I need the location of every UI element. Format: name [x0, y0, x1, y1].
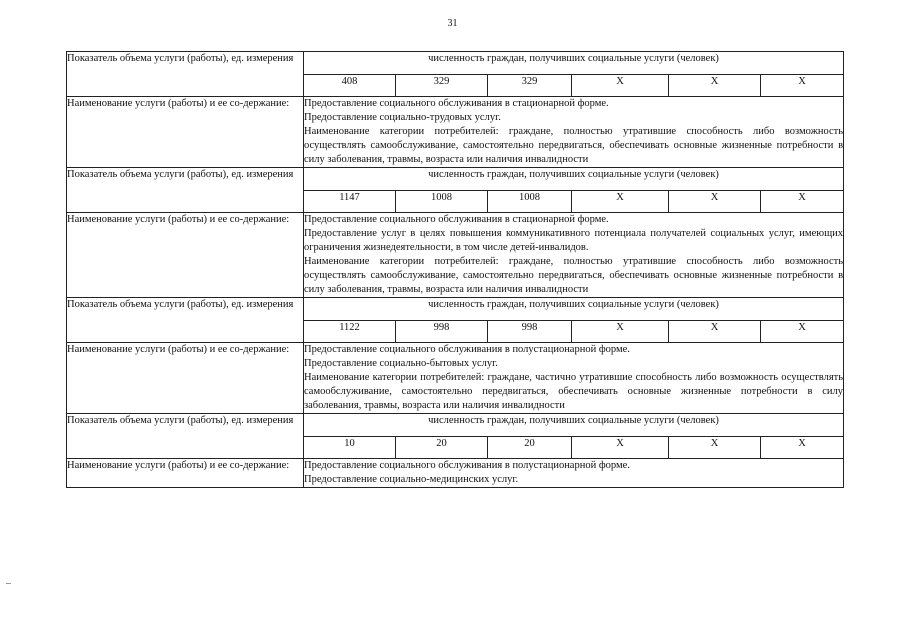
volume-value-cell: Х	[761, 75, 844, 97]
volume-value-cell: Х	[669, 321, 761, 343]
service-description-row	[67, 343, 844, 414]
service-description	[304, 97, 844, 168]
volume-unit-header: численность граждан, получивших социальные услуги (человек)	[304, 52, 844, 75]
service-name-label: Наименование услуги (работы) и ее со-держание:	[67, 343, 304, 414]
description-line: Предоставление социально-бытовых услуг.	[304, 358, 498, 369]
service-description-row	[67, 213, 844, 298]
volume-unit-header: численность граждан, получивших социальные услуги (человек)	[304, 414, 844, 437]
volume-header-row	[67, 52, 844, 75]
volume-value-cell: Х	[669, 75, 761, 97]
scan-mark	[6, 583, 11, 584]
description-line: Предоставление социального обслуживания в стационарной форме.	[304, 214, 609, 225]
volume-value-cell: 998	[488, 321, 572, 343]
page-number: 31	[447, 18, 458, 29]
volume-header-row	[67, 298, 844, 321]
volume-value-cell: Х	[669, 191, 761, 213]
description-line: Предоставление социального обслуживания в полустационарной форме.	[304, 344, 630, 355]
volume-label: Показатель объема услуги (работы), ед. измерения	[67, 168, 304, 213]
description-line: Наименование категории потребителей: граждане, полностью утратившие способность либо возможность осуществлять самообслуживание, самостоятельно передвигаться, обеспечивать основные жизненные потребности в силу заболевания, травмы, возраста или наличия инвалидности	[304, 256, 844, 295]
volume-value-cell: 1008	[396, 191, 488, 213]
volume-value-cell: 10	[304, 437, 396, 459]
volume-value-cell: 1008	[488, 191, 572, 213]
description-line: Наименование категории потребителей: граждане, частично утратившие способность либо возможность осуществлять самообслуживание, самостоятельно передвигаться, обеспечивать основные жизненные потребности в силу заболевания, травмы, возраста или наличия инвалидности	[304, 372, 844, 411]
volume-value-cell: 20	[488, 437, 572, 459]
description-line: Предоставление социально-медицинских услуг.	[304, 474, 519, 485]
volume-unit-header: численность граждан, получивших социальные услуги (человек)	[304, 168, 844, 191]
volume-value-cell: 408	[304, 75, 396, 97]
service-name-label: Наименование услуги (работы) и ее со-держание:	[67, 459, 304, 488]
volume-value-cell: 329	[396, 75, 488, 97]
volume-value-cell: 998	[396, 321, 488, 343]
service-name-label: Наименование услуги (работы) и ее со-держание:	[67, 97, 304, 168]
description-line: Наименование категории потребителей: граждане, полностью утратившие способность либо возможность осуществлять самообслуживание, самостоятельно передвигаться, обеспечивать основные жизненные потребности в силу заболевания, травмы, возраста или наличия инвалидности	[304, 126, 844, 165]
volume-value-cell: Х	[669, 437, 761, 459]
volume-value-cell: Х	[572, 437, 669, 459]
volume-label: Показатель объема услуги (работы), ед. измерения	[67, 52, 304, 97]
service-description-row	[67, 97, 844, 168]
volume-value-cell: Х	[761, 437, 844, 459]
volume-header-row	[67, 414, 844, 437]
volume-value-cell: Х	[572, 321, 669, 343]
volume-label: Показатель объема услуги (работы), ед. измерения	[67, 298, 304, 343]
service-description	[304, 459, 844, 488]
service-name-label: Наименование услуги (работы) и ее со-держание:	[67, 213, 304, 298]
service-description	[304, 343, 844, 414]
volume-value-cell: 329	[488, 75, 572, 97]
volume-header-row	[67, 168, 844, 191]
service-description-row	[67, 459, 844, 488]
service-description	[304, 213, 844, 298]
volume-value-cell: 20	[396, 437, 488, 459]
volume-unit-header: численность граждан, получивших социальные услуги (человек)	[304, 298, 844, 321]
volume-value-cell: Х	[572, 75, 669, 97]
volume-value-cell: Х	[761, 191, 844, 213]
description-line: Предоставление социального обслуживания в полустационарной форме.	[304, 460, 630, 471]
services-table	[66, 51, 844, 488]
volume-value-cell: Х	[572, 191, 669, 213]
volume-value-cell: 1122	[304, 321, 396, 343]
description-line: Предоставление услуг в целях повышения коммуникативного потенциала получателей социальных услуг, имеющих ограничения жизнедеятельности, в том числе детей-инвалидов.	[304, 228, 844, 253]
volume-value-cell: Х	[761, 321, 844, 343]
volume-value-cell: 1147	[304, 191, 396, 213]
description-line: Предоставление социально-трудовых услуг.	[304, 112, 501, 123]
volume-label: Показатель объема услуги (работы), ед. измерения	[67, 414, 304, 459]
description-line: Предоставление социального обслуживания в стационарной форме.	[304, 98, 609, 109]
